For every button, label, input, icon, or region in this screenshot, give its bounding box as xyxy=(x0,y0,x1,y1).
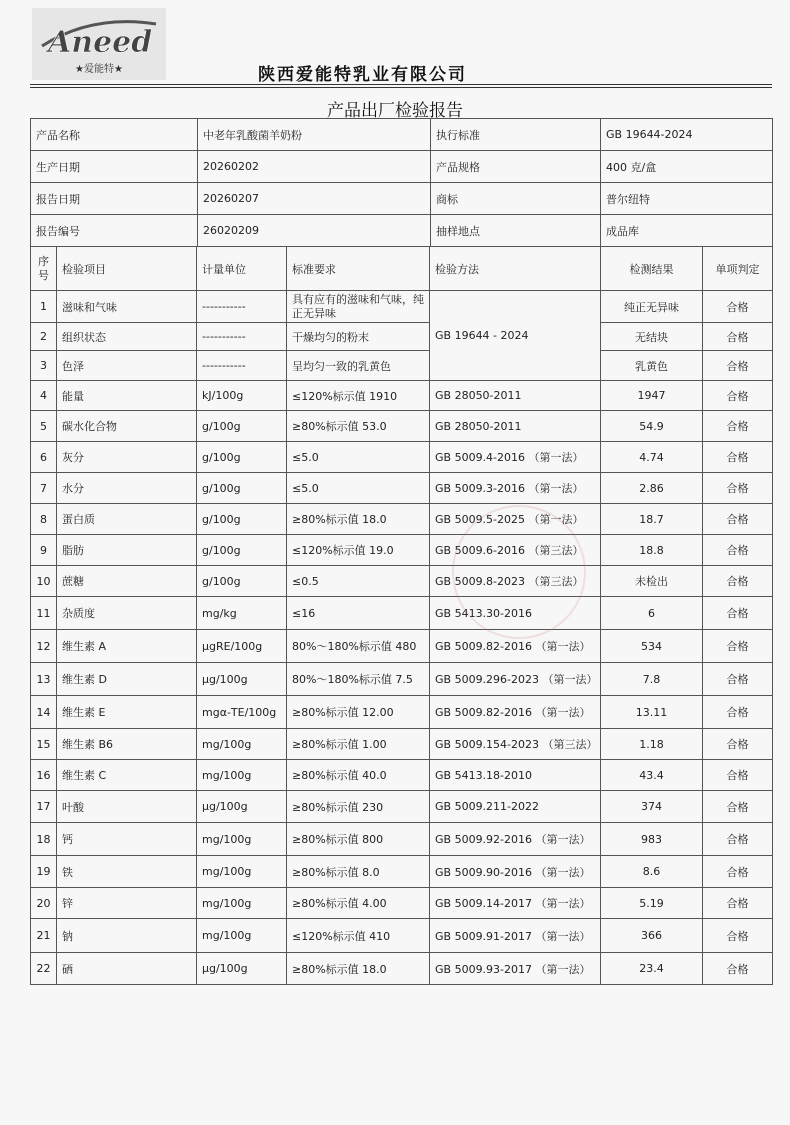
cell-requirement: ≥80%标示值 1.00 xyxy=(287,729,430,760)
table-row xyxy=(31,566,773,597)
cell-unit: g/100g xyxy=(197,566,287,597)
col-header-method: 检验方法 xyxy=(430,247,601,291)
table-row xyxy=(31,856,773,888)
cell-result: 1947 xyxy=(601,381,703,411)
cell-item: 色泽 xyxy=(57,351,197,381)
info-label: 抽样地点 xyxy=(431,215,601,247)
cell-verdict: 合格 xyxy=(703,888,773,919)
cell-item: 滋味和气味 xyxy=(57,291,197,323)
cell-unit: g/100g xyxy=(197,442,287,473)
cell-result: 纯正无异味 xyxy=(601,291,703,323)
cell-requirement: ≥80%标示值 18.0 xyxy=(287,953,430,985)
cell-method: GB 5009.211-2022 xyxy=(430,791,601,823)
cell-method: GB 5009.93-2017 （第一法） xyxy=(430,953,601,985)
table-row xyxy=(31,919,773,953)
table-row xyxy=(31,696,773,729)
cell-method: GB 5413.18-2010 xyxy=(430,760,601,791)
cell-verdict: 合格 xyxy=(703,473,773,504)
cell-result: 43.4 xyxy=(601,760,703,791)
cell-item: 水分 xyxy=(57,473,197,504)
company-name: 陕西爱能特乳业有限公司 xyxy=(258,65,467,85)
cell-seq: 8 xyxy=(31,504,57,535)
cell-requirement: ≥80%标示值 4.00 xyxy=(287,888,430,919)
cell-requirement: 干燥均匀的粉末 xyxy=(287,323,430,351)
cell-result: 983 xyxy=(601,823,703,856)
cell-seq: 2 xyxy=(31,323,57,351)
cell-requirement: ≥80%标示值 53.0 xyxy=(287,411,430,442)
cell-method: GB 28050-2011 xyxy=(430,381,601,411)
cell-seq: 9 xyxy=(31,535,57,566)
info-value: 中老年乳酸菌羊奶粉 xyxy=(198,119,431,151)
cell-item: 维生素 E xyxy=(57,696,197,729)
info-label: 报告日期 xyxy=(31,183,198,215)
cell-requirement: ≤5.0 xyxy=(287,442,430,473)
info-value: 400 克/盒 xyxy=(601,151,773,183)
table-row xyxy=(31,823,773,856)
cell-verdict: 合格 xyxy=(703,856,773,888)
cell-result: 1.18 xyxy=(601,729,703,760)
cell-seq: 6 xyxy=(31,442,57,473)
cell-result: 13.11 xyxy=(601,696,703,729)
cell-unit: g/100g xyxy=(197,411,287,442)
cell-method: GB 5009.5-2025 （第一法） xyxy=(430,504,601,535)
cell-item: 维生素 D xyxy=(57,663,197,696)
cell-result: 374 xyxy=(601,791,703,823)
table-row xyxy=(31,729,773,760)
table-row xyxy=(31,535,773,566)
cell-seq: 20 xyxy=(31,888,57,919)
cell-unit: g/100g xyxy=(197,504,287,535)
cell-unit: mg/100g xyxy=(197,888,287,919)
info-label: 产品规格 xyxy=(431,151,601,183)
cell-result: 4.74 xyxy=(601,442,703,473)
col-header-result: 检测结果 xyxy=(601,247,703,291)
cell-unit: mg/100g xyxy=(197,856,287,888)
cell-verdict: 合格 xyxy=(703,953,773,985)
table-row xyxy=(31,597,773,630)
cell-item: 脂肪 xyxy=(57,535,197,566)
cell-seq: 3 xyxy=(31,351,57,381)
cell-seq: 1 xyxy=(31,291,57,323)
cell-item: 能量 xyxy=(57,381,197,411)
cell-seq: 18 xyxy=(31,823,57,856)
info-value: 20260207 xyxy=(198,183,431,215)
cell-item: 钠 xyxy=(57,919,197,953)
table-row xyxy=(31,791,773,823)
cell-verdict: 合格 xyxy=(703,760,773,791)
cell-item: 维生素 A xyxy=(57,630,197,663)
info-label: 商标 xyxy=(431,183,601,215)
cell-item: 维生素 C xyxy=(57,760,197,791)
cell-seq: 22 xyxy=(31,953,57,985)
table-row xyxy=(31,351,773,381)
cell-unit: g/100g xyxy=(197,473,287,504)
cell-seq: 4 xyxy=(31,381,57,411)
cell-item: 杂质度 xyxy=(57,597,197,630)
cell-item: 维生素 B6 xyxy=(57,729,197,760)
cell-method: GB 5009.14-2017 （第一法） xyxy=(430,888,601,919)
table-row xyxy=(31,291,773,323)
cell-verdict: 合格 xyxy=(703,597,773,630)
cell-verdict: 合格 xyxy=(703,381,773,411)
cell-requirement: 80%～180%标示值 480 xyxy=(287,630,430,663)
cell-method: GB 5009.3-2016 （第一法） xyxy=(430,473,601,504)
cell-unit: mg/kg xyxy=(197,597,287,630)
cell-seq: 13 xyxy=(31,663,57,696)
cell-result: 2.86 xyxy=(601,473,703,504)
info-label: 报告编号 xyxy=(31,215,198,247)
cell-requirement: ≥80%标示值 40.0 xyxy=(287,760,430,791)
cell-verdict: 合格 xyxy=(703,535,773,566)
cell-verdict: 合格 xyxy=(703,323,773,351)
cell-unit: ----------- xyxy=(197,291,287,323)
cell-result: 无结块 xyxy=(601,323,703,351)
cell-verdict: 合格 xyxy=(703,663,773,696)
col-header-item: 检验项目 xyxy=(57,247,197,291)
col-header-verdict: 单项判定 xyxy=(703,247,773,291)
cell-result: 8.6 xyxy=(601,856,703,888)
cell-method: GB 5009.92-2016 （第一法） xyxy=(430,823,601,856)
cell-unit: μg/100g xyxy=(197,791,287,823)
logo-text: Aneed xyxy=(48,25,153,60)
cell-verdict: 合格 xyxy=(703,566,773,597)
company-logo xyxy=(32,8,166,80)
info-row xyxy=(31,183,773,215)
cell-verdict: 合格 xyxy=(703,823,773,856)
cell-result: 5.19 xyxy=(601,888,703,919)
cell-requirement: ≥80%标示值 800 xyxy=(287,823,430,856)
cell-method: GB 5009.296-2023 （第一法） xyxy=(430,663,601,696)
inspection-table xyxy=(30,246,773,985)
info-row xyxy=(31,215,773,247)
table-row xyxy=(31,381,773,411)
cell-result: 18.7 xyxy=(601,504,703,535)
cell-seq: 15 xyxy=(31,729,57,760)
cell-result: 6 xyxy=(601,597,703,630)
table-row xyxy=(31,473,773,504)
cell-requirement: ≥80%标示值 8.0 xyxy=(287,856,430,888)
cell-method: GB 5009.154-2023 （第三法） xyxy=(430,729,601,760)
cell-result: 54.9 xyxy=(601,411,703,442)
cell-verdict: 合格 xyxy=(703,729,773,760)
col-header-unit: 计量单位 xyxy=(197,247,287,291)
table-row xyxy=(31,760,773,791)
cell-method: GB 5009.82-2016 （第一法） xyxy=(430,630,601,663)
cell-requirement: ≤0.5 xyxy=(287,566,430,597)
cell-verdict: 合格 xyxy=(703,630,773,663)
info-label: 执行标准 xyxy=(431,119,601,151)
col-header-req: 标准要求 xyxy=(287,247,430,291)
cell-seq: 16 xyxy=(31,760,57,791)
cell-method: GB 5009.82-2016 （第一法） xyxy=(430,696,601,729)
cell-requirement: 80%～180%标示值 7.5 xyxy=(287,663,430,696)
header-rule xyxy=(30,84,772,85)
cell-method: GB 5009.6-2016 （第三法） xyxy=(430,535,601,566)
cell-result: 534 xyxy=(601,630,703,663)
cell-seq: 14 xyxy=(31,696,57,729)
cell-unit: μgRE/100g xyxy=(197,630,287,663)
cell-method: GB 5009.91-2017 （第一法） xyxy=(430,919,601,953)
cell-unit: mg/100g xyxy=(197,729,287,760)
cell-seq: 10 xyxy=(31,566,57,597)
cell-unit: mg/100g xyxy=(197,760,287,791)
cell-unit: mgα-TE/100g xyxy=(197,696,287,729)
cell-item: 灰分 xyxy=(57,442,197,473)
cell-seq: 7 xyxy=(31,473,57,504)
cell-verdict: 合格 xyxy=(703,442,773,473)
info-label: 产品名称 xyxy=(31,119,198,151)
cell-unit: ----------- xyxy=(197,351,287,381)
cell-seq: 11 xyxy=(31,597,57,630)
cell-method: GB 5009.4-2016 （第一法） xyxy=(430,442,601,473)
cell-requirement: 具有应有的滋味和气味，纯正无异味 xyxy=(287,291,430,323)
cell-method: GB 5009.90-2016 （第一法） xyxy=(430,856,601,888)
cell-item: 蔗糖 xyxy=(57,566,197,597)
header-rule-2 xyxy=(30,87,772,88)
cell-item: 叶酸 xyxy=(57,791,197,823)
cell-verdict: 合格 xyxy=(703,791,773,823)
cell-item: 组织状态 xyxy=(57,323,197,351)
cell-verdict: 合格 xyxy=(703,351,773,381)
info-value: 20260202 xyxy=(198,151,431,183)
cell-seq: 19 xyxy=(31,856,57,888)
cell-item: 锌 xyxy=(57,888,197,919)
cell-result: 23.4 xyxy=(601,953,703,985)
info-value: 普尔纽特 xyxy=(601,183,773,215)
cell-verdict: 合格 xyxy=(703,411,773,442)
cell-requirement: ≤16 xyxy=(287,597,430,630)
cell-unit: kJ/100g xyxy=(197,381,287,411)
cell-requirement: ≤120%标示值 410 xyxy=(287,919,430,953)
table-header-row xyxy=(31,247,773,291)
info-value: GB 19644-2024 xyxy=(601,119,773,151)
table-row xyxy=(31,504,773,535)
cell-requirement: 呈均匀一致的乳黄色 xyxy=(287,351,430,381)
cell-method: GB 5413.30-2016 xyxy=(430,597,601,630)
cell-requirement: ≥80%标示值 12.00 xyxy=(287,696,430,729)
cell-seq: 17 xyxy=(31,791,57,823)
cell-requirement: ≤120%标示值 19.0 xyxy=(287,535,430,566)
cell-verdict: 合格 xyxy=(703,919,773,953)
cell-item: 碳水化合物 xyxy=(57,411,197,442)
cell-requirement: ≥80%标示值 18.0 xyxy=(287,504,430,535)
table-row xyxy=(31,442,773,473)
table-row xyxy=(31,888,773,919)
cell-seq: 12 xyxy=(31,630,57,663)
cell-method: GB 5009.8-2023 （第三法） xyxy=(430,566,601,597)
cell-item: 蛋白质 xyxy=(57,504,197,535)
info-row xyxy=(31,151,773,183)
cell-item: 钙 xyxy=(57,823,197,856)
info-row xyxy=(31,119,773,151)
cell-requirement: ≤5.0 xyxy=(287,473,430,504)
cell-method: GB 28050-2011 xyxy=(430,411,601,442)
col-header-seq: 序号 xyxy=(31,247,57,291)
cell-unit: mg/100g xyxy=(197,919,287,953)
table-row xyxy=(31,953,773,985)
cell-seq: 5 xyxy=(31,411,57,442)
cell-requirement: ≥80%标示值 230 xyxy=(287,791,430,823)
table-row xyxy=(31,323,773,351)
table-row xyxy=(31,663,773,696)
cell-unit: g/100g xyxy=(197,535,287,566)
cell-unit: mg/100g xyxy=(197,823,287,856)
cell-result: 366 xyxy=(601,919,703,953)
cell-verdict: 合格 xyxy=(703,291,773,323)
cell-result: 未检出 xyxy=(601,566,703,597)
info-value: 26020209 xyxy=(198,215,431,247)
info-label: 生产日期 xyxy=(31,151,198,183)
cell-item: 硒 xyxy=(57,953,197,985)
cell-method: GB 19644 - 2024 xyxy=(430,291,601,381)
table-row xyxy=(31,411,773,442)
cell-result: 18.8 xyxy=(601,535,703,566)
cell-result: 7.8 xyxy=(601,663,703,696)
cell-verdict: 合格 xyxy=(703,696,773,729)
info-value: 成品库 xyxy=(601,215,773,247)
cell-result: 乳黄色 xyxy=(601,351,703,381)
logo-subtext: ★爱能特★ xyxy=(75,64,123,75)
cell-unit: μg/100g xyxy=(197,953,287,985)
cell-unit: ----------- xyxy=(197,323,287,351)
cell-item: 铁 xyxy=(57,856,197,888)
cell-verdict: 合格 xyxy=(703,504,773,535)
report-title: 产品出厂检验报告 xyxy=(327,101,463,121)
table-row xyxy=(31,630,773,663)
product-info-table xyxy=(30,118,773,247)
cell-seq: 21 xyxy=(31,919,57,953)
cell-unit: μg/100g xyxy=(197,663,287,696)
cell-requirement: ≤120%标示值 1910 xyxy=(287,381,430,411)
